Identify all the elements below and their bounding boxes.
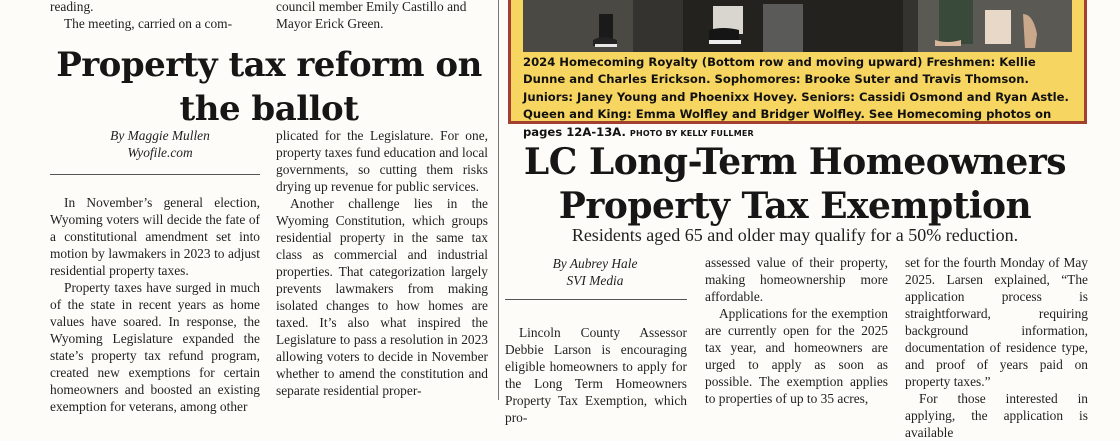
byline-source: Wyofile.com <box>127 145 193 160</box>
carryover-line: reading. <box>50 0 94 14</box>
caption-text: 2024 Homecoming Royalty (Bottom row and moving upward) Freshmen: Kellie Dunne and Charles Erickson. Sophomores: Brooke Suter and Travis Thomson. Juniors: Janey Young and Phoenixx Hovey. Seniors: Cassidi Osmond and Ryan Astle. Queen and King: Emma Wolfley and Bridger Wolfley. See Homecoming photos on pages 12A-13A. <box>523 55 1069 139</box>
byline-rule <box>505 299 687 300</box>
paragraph: Lincoln County Assessor Debbie Larson is encouraging eligible homeowners to apply for the Long Term Homeowners Property Tax Exemption, which pro- <box>505 325 687 425</box>
homecoming-photo <box>523 0 1072 52</box>
byline-author: By Maggie Mullen <box>110 128 210 143</box>
subheadline: Residents aged 65 and older may qualify for a 50% reduction. <box>571 225 1019 245</box>
right-byline <box>505 255 685 289</box>
paragraph: For those interested in applying, the application is available <box>905 391 1088 440</box>
carryover-line: Mayor Erick Green. <box>276 16 384 31</box>
paragraph: In November’s general election, Wyoming voters will decide the fate of a constitutional amendment set into motion by lawmakers in 2023 to adjust residential property taxes. <box>50 195 260 278</box>
paragraph: set for the fourth Monday of May 2025. Larsen explained, “The application process is straightforward, requiring background information, documentation of residence type, and proof of years paid on property taxes.” <box>905 255 1088 389</box>
left-headline-line2 <box>40 88 498 130</box>
left-col1-body <box>50 194 260 415</box>
carryover-line: council member Emily Castillo and <box>276 0 467 14</box>
photo-caption <box>523 54 1075 142</box>
paragraph: Another challenge lies in the Wyoming Constitution, which groups residential property in the same tax class as commercial and industrial properties. That categorization largely prevents lawmakers from making isolated changes to how homes are taxed. It’s also what inspired the Legislature to pass a resolution in 2023 allowing voters to decide in November whether to amend the constitution and separate residential proper- <box>276 196 488 398</box>
paragraph: Property taxes have surged in much of the state in recent years as home values have soared. In response, the Wyoming Legislature expanded the state’s property tax refund program, created new exemptions for certain homeowners and boosted an existing exemption for veterans, among other <box>50 280 260 414</box>
byline-author: By Aubrey Hale <box>552 256 638 271</box>
right-col2-body <box>705 254 888 407</box>
photo-caption-box <box>508 0 1087 139</box>
left-col2-body <box>276 127 488 399</box>
paragraph: Applications for the exemption are currently open for the 2025 tax year, and homeowners are urged to apply as soon as possible. The exemption applies to properties of up to 35 acres, <box>705 306 888 406</box>
left-col2-top <box>276 0 488 32</box>
byline-source: SVI Media <box>566 273 624 288</box>
headline-line: LC Long-Term Homeowners <box>523 141 1067 183</box>
right-headline <box>510 140 1080 228</box>
carryover-line: The meeting, carried on a com- <box>64 16 233 31</box>
left-byline <box>60 127 260 161</box>
page-divider <box>498 0 499 400</box>
paragraph: plicated for the Legislature. For one, property taxes fund education and local governments, so cutting them risks drying up revenue for public services. <box>276 128 488 194</box>
headline-line: Property Tax Exemption <box>558 185 1032 227</box>
headline-line: the ballot <box>179 89 359 129</box>
right-col1-body <box>505 324 687 426</box>
photo-credit: PHOTO BY KELLY FULLMER <box>629 128 754 138</box>
left-col1-top <box>50 0 260 32</box>
headline-line: Property tax reform on <box>56 45 482 85</box>
left-headline <box>40 44 498 86</box>
byline-rule <box>50 174 260 175</box>
paragraph: assessed value of their property, making homeownership more affordable. <box>705 255 888 304</box>
right-col3-body <box>905 254 1088 441</box>
